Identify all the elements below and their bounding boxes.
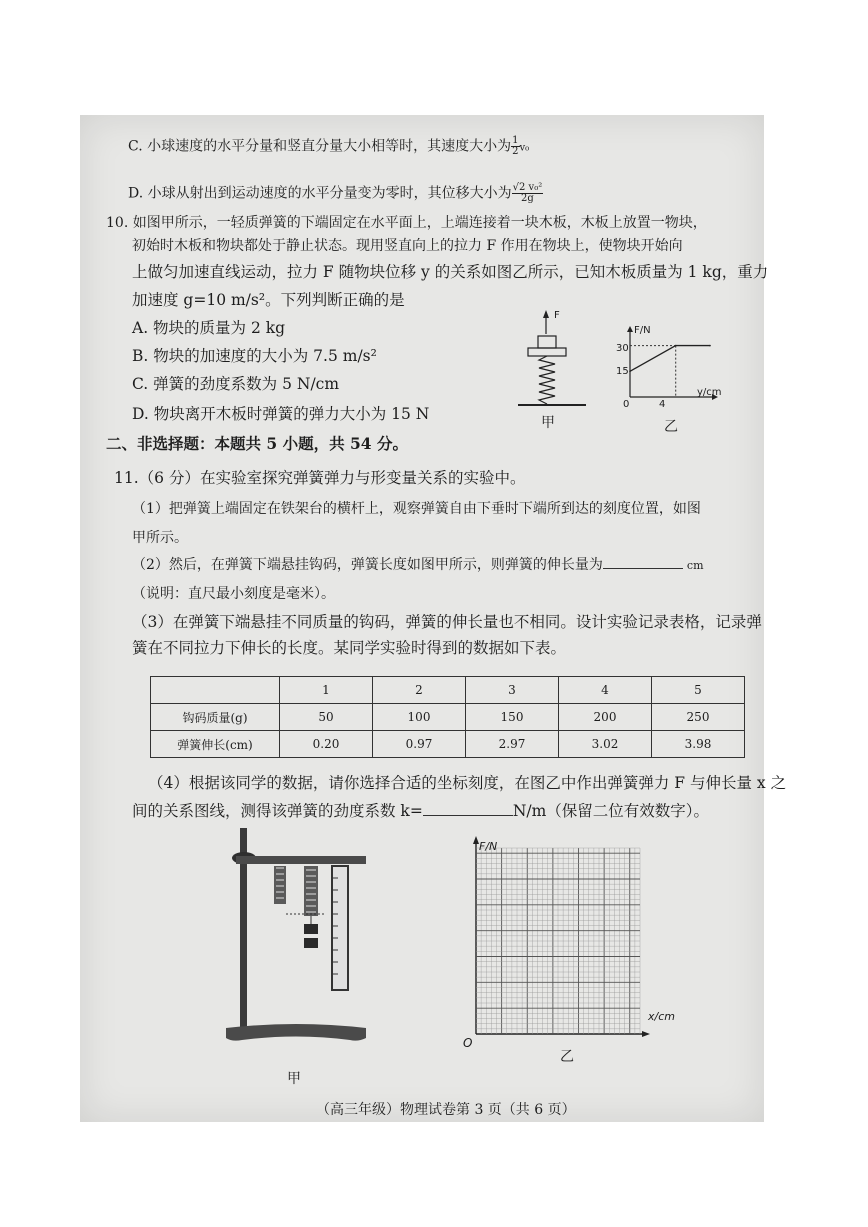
q10-stem-line4: 加速度 g=10 m/s²。下列判断正确的是 <box>132 291 405 309</box>
q10-option-b: B. 物块的加速度的大小为 7.5 m/s² <box>132 347 377 365</box>
q11-stem: 11.（6 分）在实验室探究弹簧弹力与形变量关系的实验中。 <box>114 469 526 487</box>
answer-blank-extension[interactable] <box>603 554 683 569</box>
q10-stem-line3: 上做匀加速直线运动，拉力 F 随物块位移 y 的关系如图乙所示，已知木板质量为 1 kg，重力 <box>132 263 769 281</box>
table-cell: 50 <box>280 704 373 731</box>
q10-option-a: A. 物块的质量为 2 kg <box>132 319 286 337</box>
q11-part4-line1: （4）根据该同学的数据，请你选择合适的坐标刻度，在图乙中作出弹簧弹力 F 与伸长量 x 之 <box>148 774 787 792</box>
y-tick-30: 30 <box>616 343 629 354</box>
grid-x-label: x/cm <box>648 1010 675 1023</box>
table-row <box>151 731 745 758</box>
q11-part3-line2: 簧在不同拉力下伸长的长度。某同学实验时得到的数据如下表。 <box>132 639 567 657</box>
table-cell: 3 <box>466 677 559 704</box>
q11-part1-line1: （1）把弹簧上端固定在铁架台的横杆上，观察弹簧自由下垂时下端所到达的刻度位置，如图 <box>132 501 701 517</box>
data-table <box>150 676 745 758</box>
q11-part1-line2: 甲所示。 <box>132 530 188 546</box>
x-tick-0: 0 <box>623 399 630 410</box>
q10-stem-line1: 10. 如图甲所示，一轻质弹簧的下端固定在水平面上，上端连接着一块木板，木板上放置一物块， <box>106 215 707 231</box>
series-line <box>630 346 710 372</box>
table-cell: 0.97 <box>373 731 466 758</box>
data-point <box>675 345 677 347</box>
grid-y-label: F/N <box>479 840 498 853</box>
grid-origin: O <box>463 1036 473 1050</box>
table-cell: 4 <box>559 677 652 704</box>
graph-x-label: y/cm <box>697 387 722 398</box>
table-row <box>151 704 745 731</box>
row-label: 弹簧伸长(cm) <box>151 731 280 758</box>
table-cell: 100 <box>373 704 466 731</box>
force-label: F <box>554 310 560 321</box>
table-cell: 250 <box>652 704 745 731</box>
data-point <box>629 370 631 372</box>
q11-part2-line2: （说明：直尺最小刻度是毫米）。 <box>132 586 335 602</box>
q9-option-d: D. 小球从射出到运动速度的水平分量变为零时，其位移大小为 $\frac{\text{√2 v₀²}}{2g}$ <box>128 182 543 204</box>
graph-paper[interactable] <box>470 838 660 1038</box>
q10-spring-figure <box>518 312 588 412</box>
table-cell: 200 <box>559 704 652 731</box>
q11-part2-line1: （2）然后，在弹簧下端悬挂钩码，弹簧长度如图甲所示，则弹簧的伸长量为 cm <box>132 554 704 576</box>
table-cell: 5 <box>652 677 745 704</box>
y-tick-15: 15 <box>616 366 629 377</box>
q9-option-c: C. 小球速度的水平分量和竖直分量大小相等时，其速度大小为 $\frac{1}{2}$ v₀ <box>128 135 530 157</box>
table-cell <box>151 677 280 704</box>
table-cell: 2 <box>373 677 466 704</box>
q10-fig-jia-label: 甲 <box>541 415 555 431</box>
q10-option-c: C. 弹簧的劲度系数为 5 N/cm <box>132 375 340 393</box>
table-cell: 3.02 <box>559 731 652 758</box>
table-cell: 0.20 <box>280 731 373 758</box>
q10-stem-line2: 初始时木板和物块都处于静止状态。现用竖直向上的拉力 F 作用在物块上，使物块开始向 <box>132 238 683 254</box>
fraction: $\frac{\text{√2 v₀²}}{2g}$ <box>512 182 543 204</box>
q10-option-d: D. 物块离开木板时弹簧的弹力大小为 15 N <box>132 405 430 423</box>
section-heading: 二、非选择题：本题共 5 小题，共 54 分。 <box>106 434 408 453</box>
graph-y-label: F/N <box>634 325 651 336</box>
fraction: $\frac{1}{2}$ <box>512 135 519 157</box>
page-footer: （高三年级）物理试卷第 3 页（共 6 页） <box>316 1102 576 1118</box>
q11-part3-line1: （3）在弹簧下端悬挂不同质量的钩码，弹簧的伸长量也不相同。设计实验记录表格，记录弹 <box>132 613 762 631</box>
table-cell: 3.98 <box>652 731 745 758</box>
table-cell: 150 <box>466 704 559 731</box>
iron-stand-figure <box>226 828 374 1056</box>
x-tick-4: 4 <box>659 399 666 410</box>
answer-blank-k[interactable] <box>423 801 513 816</box>
q11-fig-yi-label: 乙 <box>560 1049 574 1065</box>
q11-part4-line2: 间的关系图线，测得该弹簧的劲度系数 k= N/m（保留二位有效数字）。 <box>132 802 710 820</box>
table-cell: 1 <box>280 677 373 704</box>
data-point <box>709 345 711 347</box>
q11-fig-jia-label: 甲 <box>287 1071 301 1087</box>
table-header-row <box>151 677 745 704</box>
row-label: 钩码质量(g) <box>151 704 280 731</box>
q10-fig-yi-label: 乙 <box>664 419 678 435</box>
table-cell: 2.97 <box>466 731 559 758</box>
